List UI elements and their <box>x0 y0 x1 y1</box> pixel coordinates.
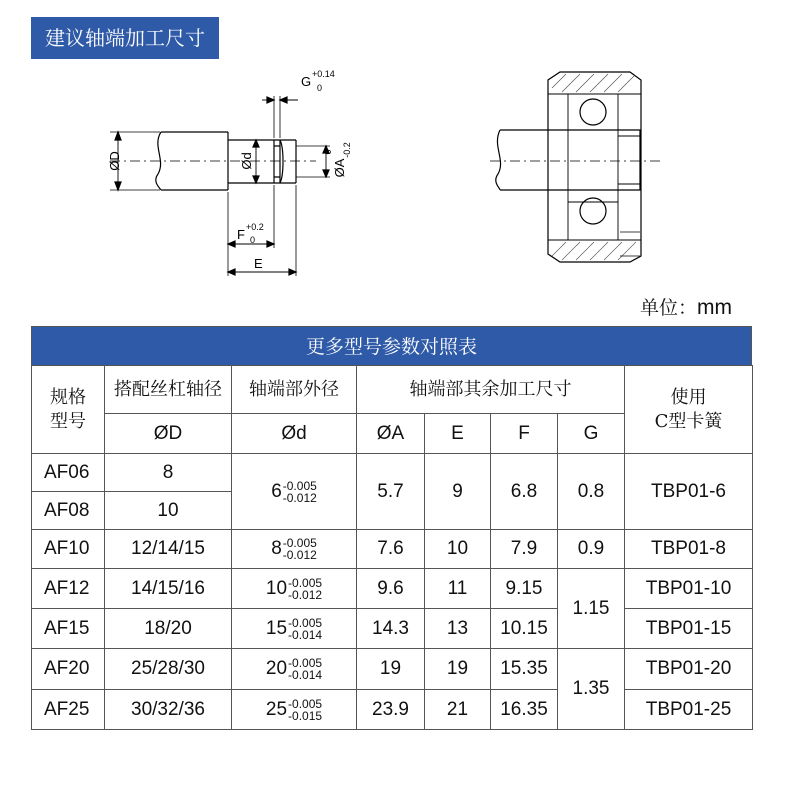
cell-clip: TBP01-25 <box>625 690 753 730</box>
header-clip: 使用 C型卡簧 <box>625 366 753 454</box>
f-dim-sup: +0.2 <box>246 222 264 232</box>
header-d-group: 轴端部外径 <box>232 366 357 414</box>
table-row <box>32 649 753 690</box>
table-row <box>32 530 753 569</box>
header-g: G <box>558 414 625 454</box>
a-dim-sup: 0 <box>323 149 333 155</box>
cell-a: 23.9 <box>357 690 425 730</box>
cell-a: 14.3 <box>357 609 425 649</box>
f-dim-label: F <box>237 227 245 242</box>
g-dim-sup: +0.14 <box>312 69 335 79</box>
shaft-end-drawing <box>0 60 790 290</box>
header-rest-group: 轴端部其余加工尺寸 <box>357 366 625 414</box>
cell-model: AF20 <box>32 649 105 690</box>
table-row <box>32 609 753 649</box>
cell-od: 10 <box>105 492 232 530</box>
cell-g: 0.8 <box>558 454 625 530</box>
cell-clip: TBP01-8 <box>625 530 753 569</box>
g-dim-label: G <box>301 74 312 89</box>
section-title: 建议轴端加工尺寸 <box>31 17 219 59</box>
cell-d: 20 -0.005 -0.014 <box>232 649 357 690</box>
cell-e: 19 <box>425 649 491 690</box>
f-dim-sub: 0 <box>250 235 256 245</box>
cell-clip: TBP01-10 <box>625 569 753 609</box>
cell-f: 6.8 <box>491 454 558 530</box>
e-dim-label: E <box>254 256 263 271</box>
header-model: 规格 型号 <box>32 366 105 454</box>
cell-d: 8 -0.005 -0.012 <box>232 530 357 569</box>
od-dim-label: ØD <box>107 151 122 171</box>
header-a: ØA <box>357 414 425 454</box>
cell-d: 10 -0.005 -0.012 <box>232 569 357 609</box>
cell-f: 7.9 <box>491 530 558 569</box>
table-row <box>32 690 753 730</box>
cell-e: 13 <box>425 609 491 649</box>
header-d: Ød <box>232 414 357 454</box>
cell-d: 25 -0.005 -0.015 <box>232 690 357 730</box>
header-od: ØD <box>105 414 232 454</box>
cell-d: 15 -0.005 -0.014 <box>232 609 357 649</box>
cell-g: 0.9 <box>558 530 625 569</box>
cell-od: 30/32/36 <box>105 690 232 730</box>
cell-model: AF25 <box>32 690 105 730</box>
cell-a: 7.6 <box>357 530 425 569</box>
table-row <box>32 454 753 492</box>
cell-e: 9 <box>425 454 491 530</box>
cell-e: 21 <box>425 690 491 730</box>
cell-od: 12/14/15 <box>105 530 232 569</box>
cell-od: 8 <box>105 454 232 492</box>
header-e: E <box>425 414 491 454</box>
cell-od: 18/20 <box>105 609 232 649</box>
a-dim-sub: -0.2 <box>342 142 352 158</box>
g-dim-sub: 0 <box>317 83 323 93</box>
unit-value: mm <box>697 296 733 319</box>
header-f: F <box>491 414 558 454</box>
cell-f: 15.35 <box>491 649 558 690</box>
unit-label: 单位：mm <box>640 296 733 319</box>
d-dim-label: Ød <box>239 152 254 170</box>
cell-od: 25/28/30 <box>105 649 232 690</box>
cell-f: 10.15 <box>491 609 558 649</box>
cell-a: 19 <box>357 649 425 690</box>
cell-f: 16.35 <box>491 690 558 730</box>
cell-model: AF06 <box>32 454 105 492</box>
cell-od: 14/15/16 <box>105 569 232 609</box>
header-od-group: 搭配丝杠轴径 <box>105 366 232 414</box>
housing-section-drawing <box>490 72 660 262</box>
a-dim-label: ØA <box>332 158 347 178</box>
table-row <box>32 569 753 609</box>
cell-clip: TBP01-15 <box>625 609 753 649</box>
cell-model: AF15 <box>32 609 105 649</box>
cell-model: AF12 <box>32 569 105 609</box>
cell-a: 9.6 <box>357 569 425 609</box>
cell-model: AF08 <box>32 492 105 530</box>
cell-f: 9.15 <box>491 569 558 609</box>
cell-e: 10 <box>425 530 491 569</box>
cell-clip: TBP01-6 <box>625 454 753 530</box>
cell-model: AF10 <box>32 530 105 569</box>
cell-d: 6 -0.005 -0.012 <box>232 454 357 530</box>
cell-e: 11 <box>425 569 491 609</box>
cell-g: 1.15 <box>558 569 625 649</box>
spec-table <box>31 365 753 730</box>
cell-clip: TBP01-20 <box>625 649 753 690</box>
cell-g: 1.35 <box>558 649 625 730</box>
cell-a: 5.7 <box>357 454 425 530</box>
table-title: 更多型号参数对照表 <box>31 326 752 366</box>
